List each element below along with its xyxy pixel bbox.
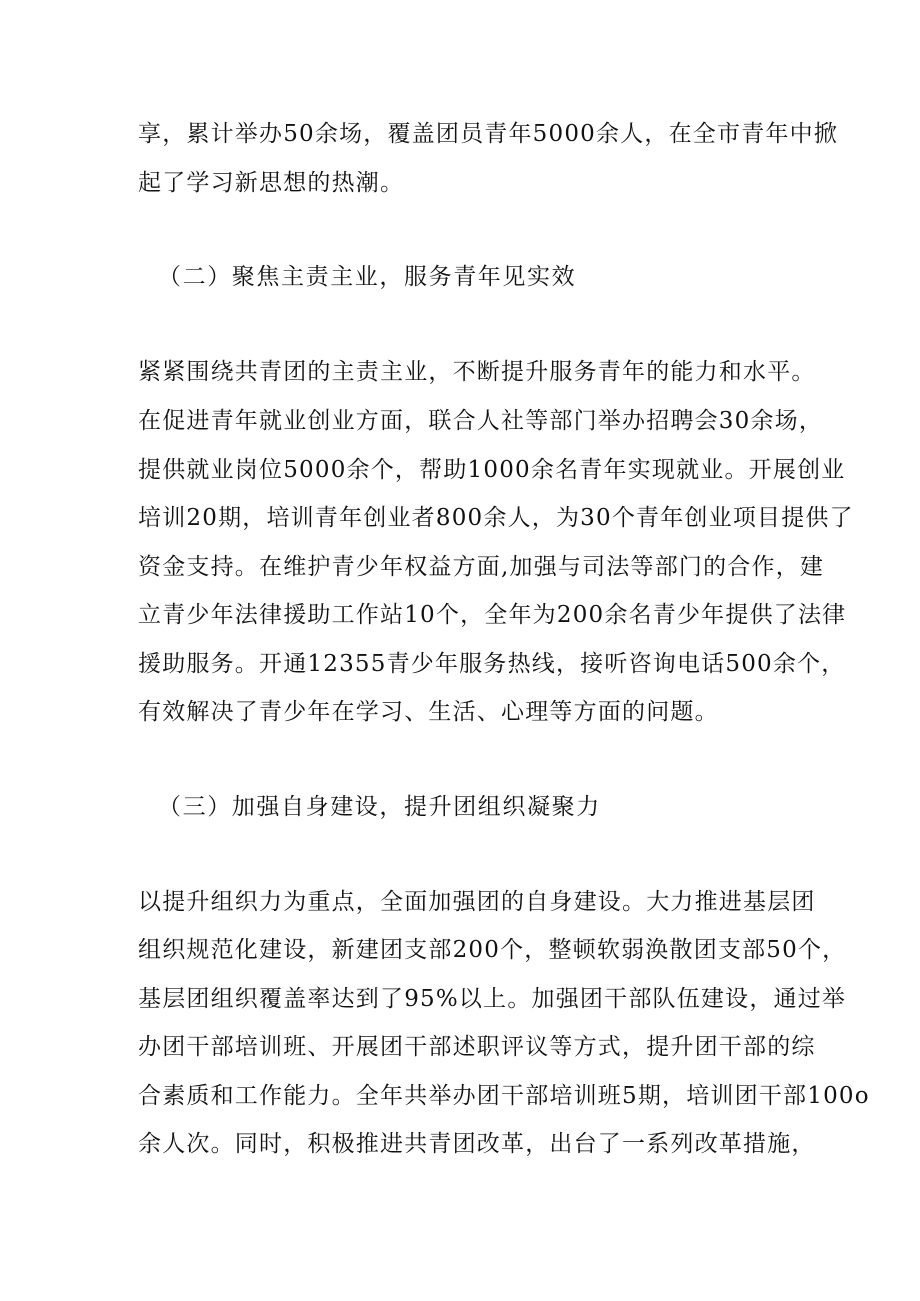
section-heading-2: （二）聚焦主责主业，服务青年见实效 [158, 264, 577, 290]
paragraph-2-line: 紧紧围绕共青团的主责主业，不断提升服务青年的能力和水平。 [138, 359, 816, 385]
paragraph-3-line: 余人次。同时，积极推进共青团改革，出台了一系列改革措施， [138, 1131, 816, 1157]
paragraph-2-line: 提供就业岗位5000余个，帮助1000余名青年实现就业。开展创业 [138, 457, 846, 483]
paragraph-3-line: 基层团组织覆盖率达到了95%以上。加强团干部队伍建设，通过举 [138, 986, 847, 1012]
paragraph-2-line: 有效解决了青少年在学习、生活、心理等方面的问题。 [138, 699, 719, 725]
paragraph-2-line: 资金支持。在维护青少年权益方面,加强与司法等部门的合作，建 [138, 554, 825, 580]
paragraph-3-line: 组织规范化建设，新建团支部200个，整顿软弱涣散团支部50个， [138, 937, 847, 963]
paragraph-3-line: 办团干部培训班、开展团干部述职评议等方式，提升团干部的综 [138, 1034, 816, 1060]
paragraph-3-line: 以提升组织力为重点，全面加强团的自身建设。大力推进基层团 [138, 889, 816, 915]
paragraph-2-line: 在促进青年就业创业方面，联合人社等部门举办招聘会30余场， [138, 408, 824, 434]
paragraph-1-line: 享，累计举办50余场，覆盖团员青年5000余人，在全市青年中掀 [138, 121, 838, 147]
paragraph-3-line: 合素质和工作能力。全年共举办团干部培训班5期，培训团干部100o [138, 1083, 870, 1109]
paragraph-2-line: 援助服务。开通12355青少年服务热线，接听咨询电话500余个， [138, 651, 846, 677]
paragraph-1-line: 起了学习新思想的热潮。 [138, 170, 405, 196]
section-heading-3: （三）加强自身建设，提升团组织凝聚力 [158, 794, 601, 820]
paragraph-2-line: 立青少年法律援助工作站10个，全年为200余名青少年提供了法律 [138, 602, 847, 628]
paragraph-2-line: 培训20期，培训青年创业者800余人，为30个青年创业项目提供了 [138, 505, 854, 531]
